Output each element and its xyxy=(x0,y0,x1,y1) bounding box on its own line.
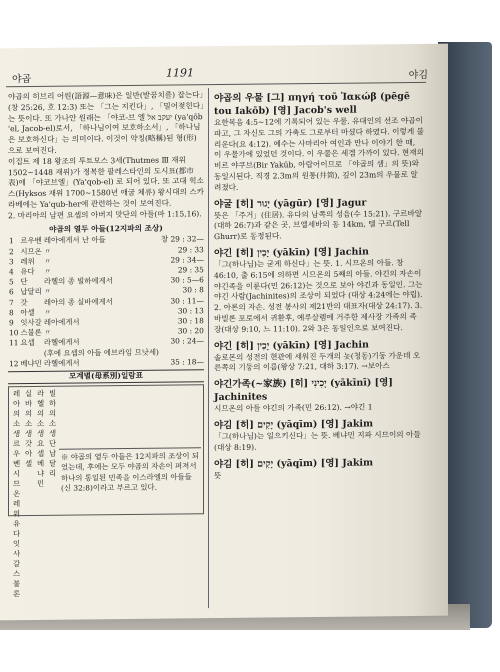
right-column xyxy=(214,86,424,482)
son-mother: 〃 xyxy=(43,246,52,256)
son-name xyxy=(19,348,42,358)
son-mother: 라헬에게서 xyxy=(43,358,80,368)
tree-column: 빌하의소생단납달리 xyxy=(49,388,57,478)
son-name: 스불론 xyxy=(20,328,42,338)
column-divider xyxy=(208,88,209,608)
son-mother: 〃 xyxy=(43,327,52,338)
intro-paragraph: 이집트 제 18 왕조의 투트모스 3세(Thutmes Ⅲ 재위 1502~1448 재위)가 정복한 팔레스타인의 도시표(都市表)에 「야코브엘」(Ya'qob-el) 로 되어 있다. 또 고대 힉소스(Hyksos 재위 1700~1580년 애굽 체류) 왕시대의 스카라베에는 Ya'qub-her에 관련하는 것이 보여진다. xyxy=(8,155,204,210)
son-name: 시므온 xyxy=(20,246,42,256)
son-number: 8 xyxy=(9,307,14,318)
son-reference: 30 : 18 xyxy=(177,316,204,326)
page-header xyxy=(6,64,434,84)
son-name: 르우벤 xyxy=(20,236,42,246)
genealogy-box-title: 모계별(母系別)일람표 xyxy=(8,369,204,384)
son-reference xyxy=(160,347,205,358)
son-mother: 라헬에게서 xyxy=(43,337,80,348)
son-mother: 〃 xyxy=(43,266,52,276)
son-name: 레위 xyxy=(20,256,35,266)
son-mother: 레아에게서 xyxy=(43,317,80,327)
son-number: 5 xyxy=(9,277,14,287)
left-column xyxy=(8,90,204,599)
son-mother: 라헬의 종 빌하에게서 xyxy=(43,276,113,287)
son-name: 아셀 xyxy=(20,307,35,317)
son-number xyxy=(8,349,19,359)
tree-column: 레아의소생르우벤시므온레위유다잇사갈스불론 xyxy=(13,388,21,599)
entry-body: 요한복음 4:5~12에 기록되어 있는 우물. 유대인의 선조 야곱이 파고, 그 자신도 그의 가축도 그로부터 마셨다 하였다. 이렇게 불리운다(요 4:12). 예수는 사마리아 여인과 만나 이야기 한 때, 이 우물가에 있었던 것이다. 이 우물은 세겜 가까이 있다. 현재의 비르 야쿠브(Bir Yakūb, 아랍어이므로 「야곱의 샘」의 뜻)와 동일시된다. 직경 2.3m의 원통(井筒), 깊이 23m의 우물로 알려졌다. xyxy=(214,115,424,192)
son-number: 1 xyxy=(9,236,14,246)
intro-paragraph: 2. 마리아의 남편 요셉의 아버지 맛단의 아들(마 1:15,16). xyxy=(8,208,202,221)
entry-body: 「그(하나님)는 일으키신다」는 뜻. 베냐민 지파 시므이의 아들(대상 8:19). xyxy=(214,429,421,452)
entry-title: 야긴가족(~家族) [히] יָכִינִי (yākīnī) [영] Jachinites xyxy=(214,377,393,404)
son-name: 단 xyxy=(20,277,28,287)
entry-body: 솔로몬의 성전의 현관에 세워진 두개의 놋(청동)기둥 가운데 오른쪽의 기둥의 이름(왕상 7:21, 대하 3:17). →보아스 xyxy=(214,350,421,373)
entry-title: 야김 [히] יָקִים (yāqīm) [영] Jakim xyxy=(214,418,374,432)
genealogy-box xyxy=(8,384,204,599)
header-right-term: 야김 xyxy=(408,69,428,82)
son-number: 6 xyxy=(9,287,14,297)
son-name: 납달리 xyxy=(20,287,42,297)
son-reference: 30 : 24— xyxy=(170,336,204,346)
son-reference: 30 : 11— xyxy=(170,295,204,306)
entry-body: 뜻은 「주거」(住居). 유다의 남쪽의 성읍(수 15:21). 구르바알(대하 26:7)과 같은 곳. 브엘세바의 동 14km, 텔 구르(Tell Ghurr)로 동정된다. xyxy=(214,208,423,242)
tree-divider xyxy=(59,447,201,449)
son-number: 4 xyxy=(9,267,14,277)
son-mother: 레아의 종 실바에게서 xyxy=(43,296,113,307)
son-reference: 35 : 18— xyxy=(170,357,204,367)
son-name: 베냐민 xyxy=(20,358,42,368)
sons-table-row xyxy=(8,357,205,369)
son-mother: 〃 xyxy=(43,256,52,266)
son-reference: 30 : 8 xyxy=(182,285,204,295)
son-mother: 레아에게서 난 아들 xyxy=(43,235,106,246)
son-name: 유다 xyxy=(20,266,35,277)
sons-list-title: 야곱의 열두 아들(12지파의 조상) xyxy=(49,223,163,234)
entry-title: 야김 [히] יָקִים (yāqīm) [영] Jakim xyxy=(214,456,374,470)
son-mother: (후에 요셉의 아들 에브라임 므낫세) xyxy=(43,347,159,358)
tree-note: ※ 야곱의 열두 아들은 12지파의 조상이 되었는데, 후에는 모두 야곱의 자손이 퍼져서 하나의 통일된 민족을 이스라엘의 아들들(신 32:8)이라고 부르고 있다. xyxy=(61,451,199,493)
entry-body: 시므온의 아들 야긴의 가족(민 26:12). →야긴 1 xyxy=(214,402,373,414)
son-name: 잇사갈 xyxy=(20,317,42,328)
son-mother: 〃 xyxy=(43,307,52,317)
entry-title: 야곱의 우물 [그] πηγή τοῦ Ἰακώβ (pēgē tou Iakōb) [영] Jacob's well xyxy=(214,91,410,118)
tree-column: 실바의소생갓아셀 xyxy=(25,388,33,468)
son-name: 갓 xyxy=(20,297,28,307)
entry-body: 「그(하나님)는 굳게 하신다」는 뜻. 1. 시므온의 아들. 창 46:10, 출 6:15에 의하면 시므온의 5째의 아들. 야긴의 자손이 야긴족을 이룬다(민 26:12)는 것으로 보아 야긴과 동일인. 그는 야긴 사람(Jachinites)의 조상이 되었다 (대상 4:24에는 야립). xyxy=(214,258,423,302)
page-number: 1191 xyxy=(166,66,194,80)
son-number: 3 xyxy=(9,256,14,267)
header-left-term: 야곱 xyxy=(12,74,32,86)
entry-title: 야긴 [히] יָכִין (yākīn) [영] Jachin xyxy=(214,339,369,352)
tree-column: 라헬의소생요셉베냐민 xyxy=(37,388,45,488)
son-mother: 〃 xyxy=(43,287,52,297)
son-reference: 29 : 33 xyxy=(177,244,204,255)
son-reference: 30 : 20 xyxy=(177,326,204,336)
son-number: 11 xyxy=(9,338,19,348)
entry-body: 뜻 xyxy=(214,470,222,480)
entry-title: 야굴 [히] יָגוּר (yāgūr) [영] Jagur xyxy=(214,197,367,210)
son-number: 10 xyxy=(9,328,19,338)
sons-table-row xyxy=(8,296,205,308)
son-reference: 창 29 : 32— xyxy=(160,234,204,245)
son-number: 7 xyxy=(9,297,14,307)
son-reference: 29 : 34— xyxy=(170,254,204,265)
entry-body: 2. 아론의 자손. 성전 봉사의 제21반의 대표자(대상 24:17). 3. 바빌론 포로에서 귀환후, 예루살렘에 거주한 제사장 가족의 족장(대상 9:10, 느 11:10). 2와 3은 동일인으로 보여진다. xyxy=(214,301,423,334)
son-reference: 30 : 5—6 xyxy=(170,275,204,285)
son-reference: 30 : 13 xyxy=(177,305,204,316)
son-number: 2 xyxy=(9,246,14,256)
book-page xyxy=(0,44,448,621)
sons-table xyxy=(8,235,205,370)
intro-paragraph: 야곱의 히브리 어원(語源—意味)은 일반(발꿈치를) 잡는다」(창 25:26, 호 12:3) 또는 「그는 지킨다」, 「밀어젖힌다」는 뜻이다. 또 가나안 원래는 「야코-브 엘 יעקב אל (ya'qōb 'el, Jacob-el)로서, 「하나님이여 보호하소서」, 「하나님은 보호하신다」는 의미이다. 이것이 약칭(略稱)된 형(形)으로 보여진다. xyxy=(8,90,204,156)
son-number: 12 xyxy=(9,358,19,369)
son-name: 요셉 xyxy=(20,338,35,348)
son-reference: 29 : 35 xyxy=(177,265,204,275)
son-number: 9 xyxy=(9,318,14,328)
entry-title: 야긴 [히] יָכִין (yākīn) [영] Jachin xyxy=(214,246,369,260)
